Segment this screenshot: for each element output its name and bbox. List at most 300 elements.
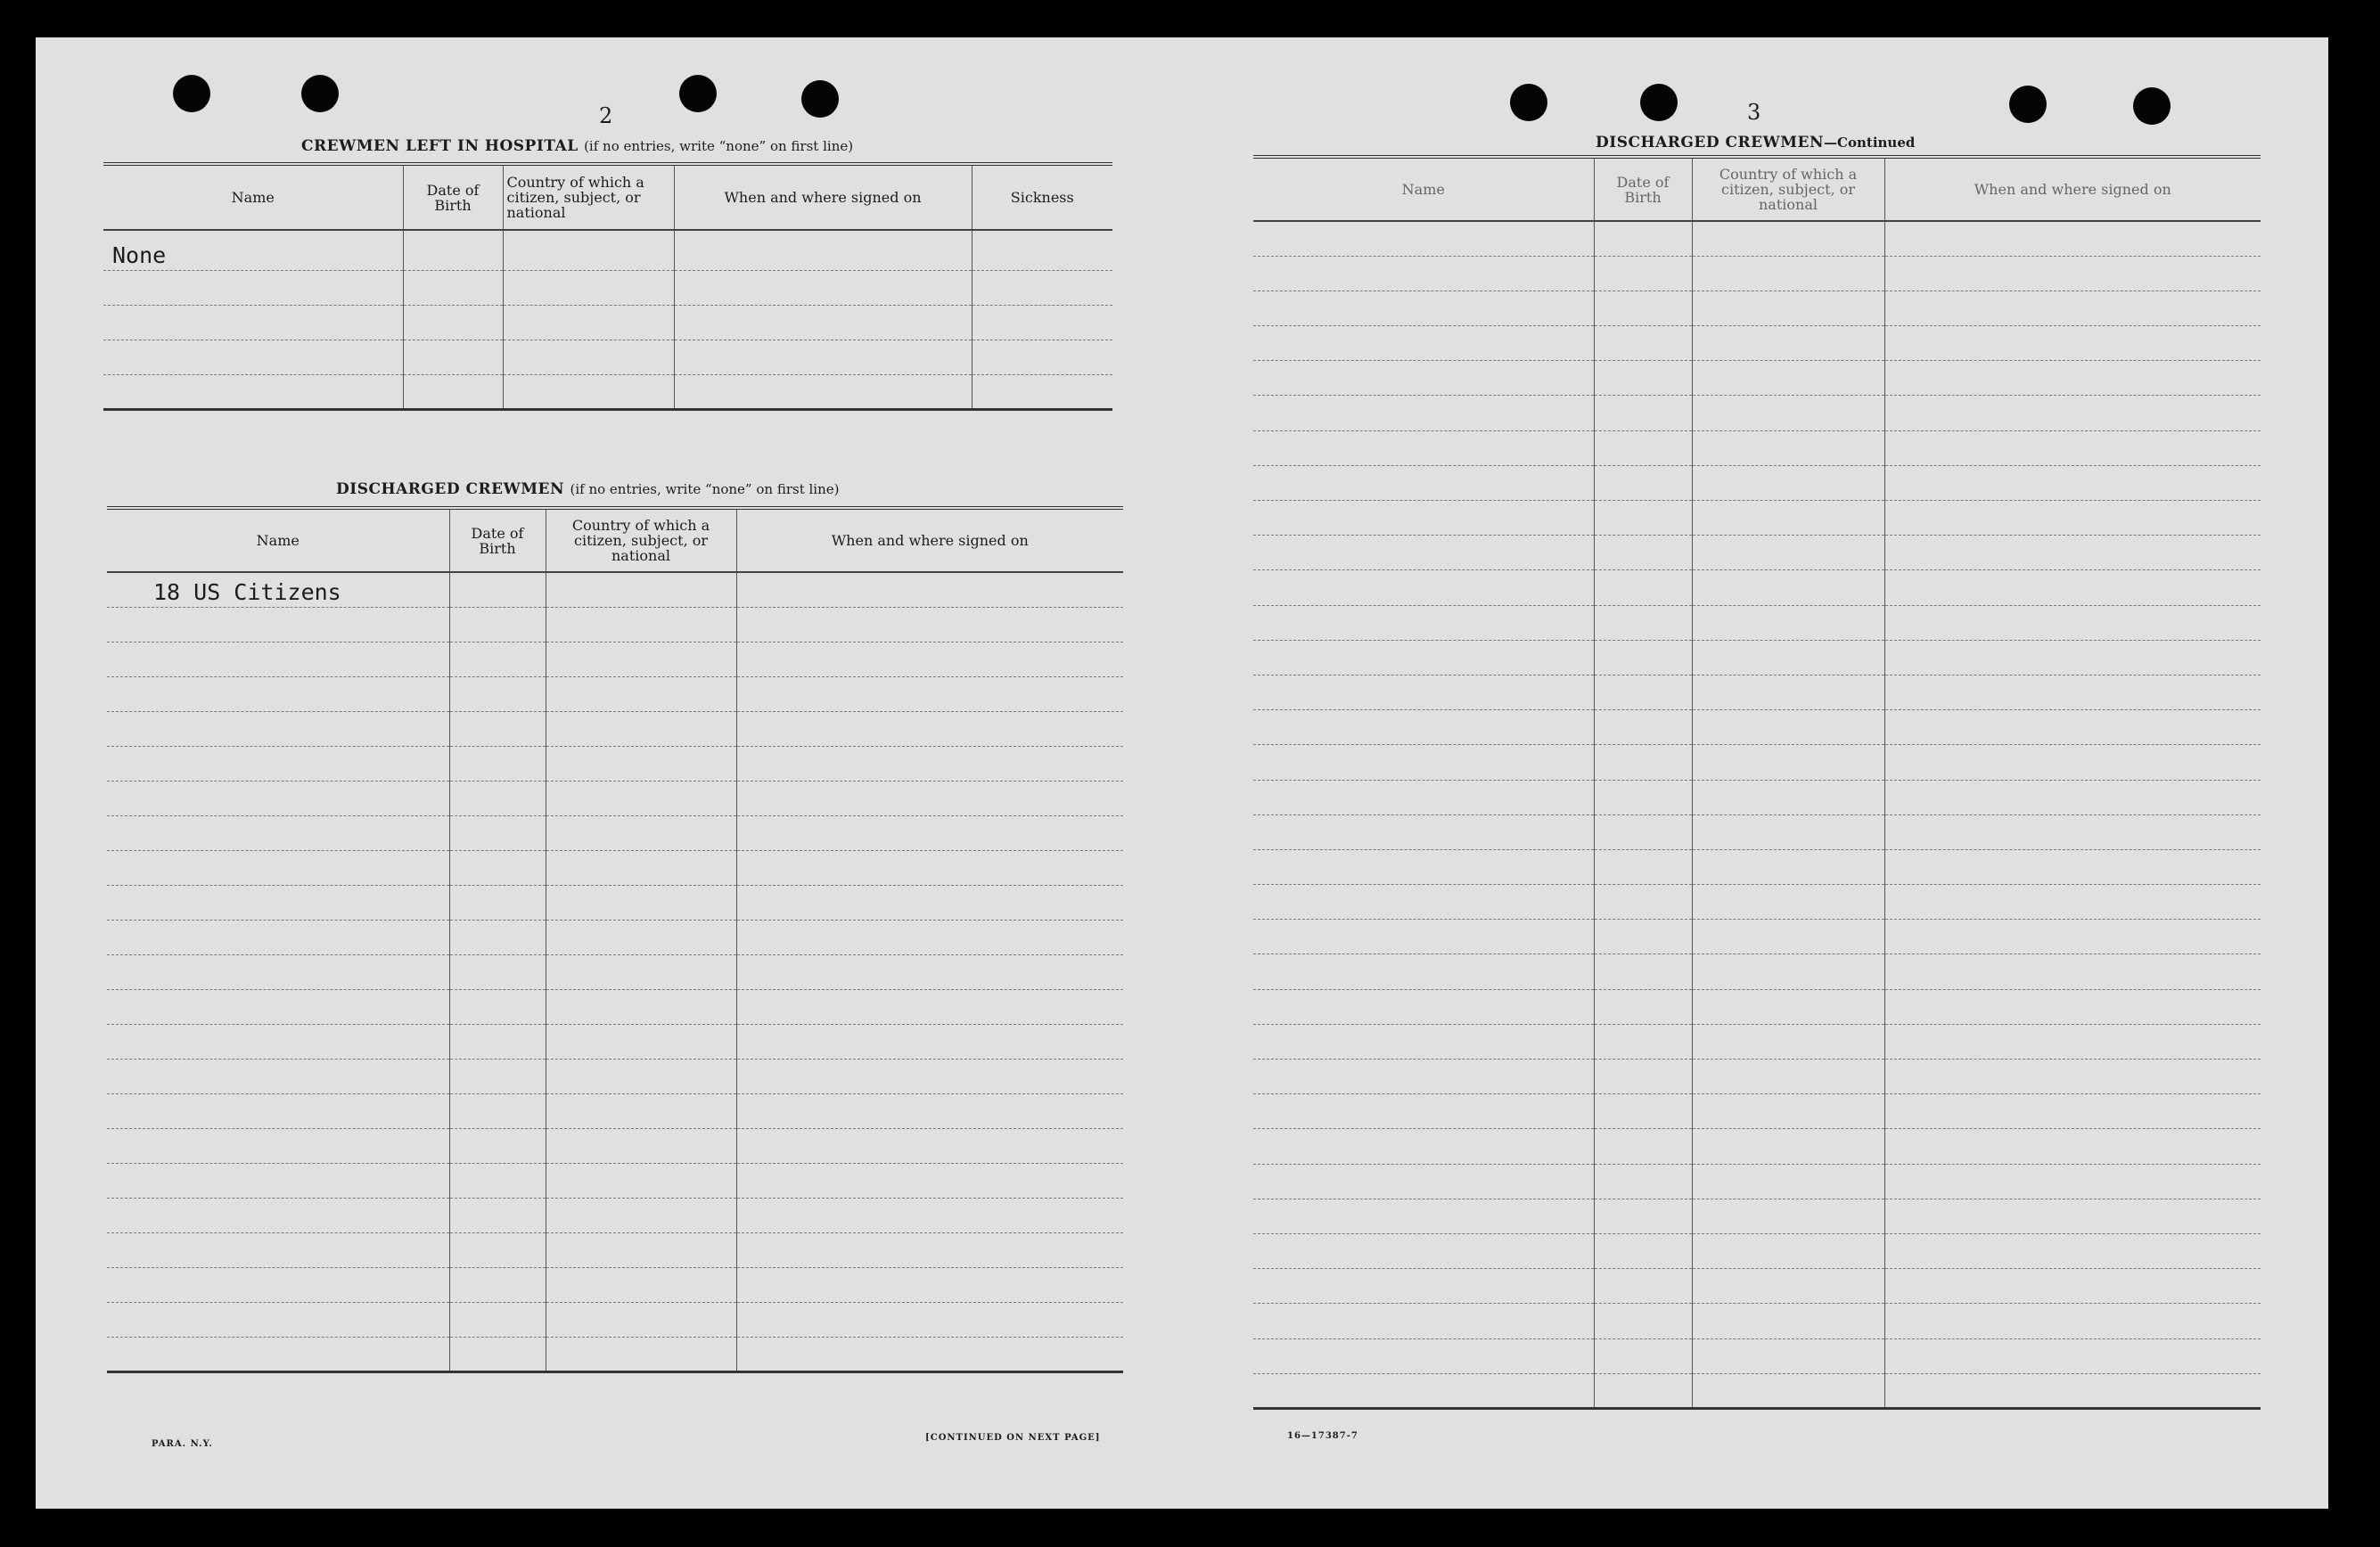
table-row — [1253, 396, 2261, 430]
table-cell — [674, 305, 972, 340]
table-cell — [736, 850, 1123, 885]
table-row — [1253, 989, 2261, 1024]
table-cell — [1594, 536, 1692, 570]
punch-hole — [2009, 86, 2047, 123]
table-cell — [449, 1267, 546, 1302]
table-cell — [546, 607, 736, 642]
table-cell — [736, 1163, 1123, 1198]
table-cell — [674, 340, 972, 374]
table-cell — [1253, 570, 1594, 605]
table-cell — [1884, 1094, 2261, 1129]
table-row — [107, 607, 1123, 642]
table-cell — [1692, 256, 1884, 291]
table-cell — [1884, 430, 2261, 465]
table-cell — [1594, 675, 1692, 709]
table-cell — [403, 230, 503, 270]
table-cell — [546, 1024, 736, 1059]
table-cell — [736, 954, 1123, 989]
table-cell — [1884, 1129, 2261, 1164]
table-cell — [107, 781, 449, 815]
table-cell — [449, 676, 546, 711]
table-cell — [736, 1059, 1123, 1093]
table-cell — [1253, 920, 1594, 954]
table-cell — [1253, 675, 1594, 709]
punch-hole — [301, 75, 339, 112]
table-cell — [449, 746, 546, 781]
table-cell — [1253, 745, 1594, 780]
table-row — [107, 1128, 1123, 1163]
table-cell — [1692, 989, 1884, 1024]
table-cell — [1884, 885, 2261, 920]
table-cell — [1884, 361, 2261, 396]
table-cell — [546, 1302, 736, 1337]
table-cell — [736, 1198, 1123, 1232]
table-cell — [503, 230, 674, 270]
table-row — [1253, 1338, 2261, 1373]
column-header-name: Name — [1253, 157, 1594, 221]
table-cell — [546, 1093, 736, 1128]
table-cell — [1594, 1094, 1692, 1129]
table-cell — [736, 1302, 1123, 1337]
table-cell — [1692, 1060, 1884, 1094]
hospital-title-note: (if no entries, write “none” on first line) — [584, 138, 854, 154]
table-row — [103, 270, 1112, 305]
table-cell — [546, 815, 736, 850]
table-row — [1253, 465, 2261, 500]
table-cell — [107, 746, 449, 781]
table-cell — [1884, 1269, 2261, 1304]
table-cell — [736, 781, 1123, 815]
table-cell — [449, 1024, 546, 1059]
table-cell — [972, 230, 1112, 270]
page-number-left: 2 — [599, 103, 613, 128]
footer-printer-mark: PARA. N.Y. — [152, 1439, 213, 1449]
table-cell — [449, 954, 546, 989]
table-cell — [736, 1267, 1123, 1302]
table-cell — [1594, 640, 1692, 675]
table-row — [107, 572, 1123, 607]
table-cell — [1692, 536, 1884, 570]
table-cell — [449, 1128, 546, 1163]
table-row — [103, 305, 1112, 340]
table-cell — [1594, 1373, 1692, 1408]
table-cell — [736, 815, 1123, 850]
table-row — [1253, 570, 2261, 605]
table-cell — [1692, 1129, 1884, 1164]
table-cell — [1692, 675, 1884, 709]
table-cell — [1253, 1269, 1594, 1304]
table-cell — [674, 230, 972, 270]
table-cell — [1253, 1199, 1594, 1233]
table-cell — [546, 1059, 736, 1093]
table-cell — [107, 711, 449, 746]
table-row — [103, 340, 1112, 374]
continued-title-suffix: —Continued — [1824, 135, 1916, 151]
table-cell — [1253, 501, 1594, 536]
discharged-section-title — [336, 480, 839, 498]
table-row — [1253, 1129, 2261, 1164]
table-row — [1253, 501, 2261, 536]
table-cell — [1692, 885, 1884, 920]
table-row — [107, 1302, 1123, 1337]
table-cell — [107, 1302, 449, 1337]
table-cell — [107, 642, 449, 676]
table-cell — [1884, 326, 2261, 361]
table-cell — [736, 572, 1123, 607]
table-cell — [1253, 221, 1594, 256]
table-row — [107, 989, 1123, 1024]
hospital-table-body — [103, 230, 1112, 409]
table-cell — [1692, 1024, 1884, 1059]
table-cell — [1594, 1338, 1692, 1373]
table-cell — [1594, 920, 1692, 954]
table-cell — [736, 1232, 1123, 1267]
table-cell — [1884, 745, 2261, 780]
table-row — [107, 1337, 1123, 1371]
table-cell — [403, 374, 503, 409]
table-cell — [107, 1267, 449, 1302]
table-row — [107, 642, 1123, 676]
table-cell — [1253, 1338, 1594, 1373]
table-cell — [1692, 849, 1884, 884]
table-cell — [449, 1198, 546, 1232]
table-cell — [1253, 780, 1594, 814]
table-cell — [1253, 326, 1594, 361]
table-cell — [1594, 326, 1692, 361]
table-header-row — [107, 508, 1123, 572]
table-row — [1253, 605, 2261, 640]
table-row — [107, 850, 1123, 885]
table-cell — [1594, 1233, 1692, 1268]
table-cell — [449, 711, 546, 746]
table-row — [1253, 710, 2261, 745]
table-cell — [546, 1267, 736, 1302]
table-cell — [107, 607, 449, 642]
table-cell — [1692, 1373, 1884, 1408]
continued-table-body — [1253, 221, 2261, 1408]
table-cell — [736, 746, 1123, 781]
table-cell — [1692, 1094, 1884, 1129]
table-cell — [1253, 954, 1594, 989]
punch-hole — [173, 75, 210, 112]
table-cell — [107, 1024, 449, 1059]
table-row — [103, 230, 1112, 270]
table-cell — [1253, 640, 1594, 675]
table-cell — [107, 1059, 449, 1093]
table-cell — [1253, 1129, 1594, 1164]
table-cell — [103, 305, 403, 340]
discharged-table — [107, 506, 1123, 1373]
table-cell — [1884, 605, 2261, 640]
continued-section-title — [1596, 134, 1915, 151]
table-cell — [1594, 396, 1692, 430]
table-cell — [1253, 710, 1594, 745]
table-row — [1253, 1094, 2261, 1129]
table-cell — [546, 989, 736, 1024]
table-cell — [546, 572, 736, 607]
hospital-section-title — [301, 137, 853, 155]
table-cell — [1692, 710, 1884, 745]
table-cell — [1884, 536, 2261, 570]
table-cell — [449, 781, 546, 815]
table-cell — [1253, 989, 1594, 1024]
table-cell — [1884, 570, 2261, 605]
table-cell — [736, 1337, 1123, 1371]
table-row — [1253, 920, 2261, 954]
table-cell — [1692, 920, 1884, 954]
table-row — [1253, 780, 2261, 814]
table-cell — [1253, 849, 1594, 884]
table-cell — [1692, 221, 1884, 256]
table-row — [1253, 1269, 2261, 1304]
table-cell — [546, 1163, 736, 1198]
table-cell — [736, 885, 1123, 920]
table-row — [107, 1267, 1123, 1302]
table-cell — [972, 305, 1112, 340]
table-cell — [1594, 710, 1692, 745]
column-header-date-of-birth: Date of Birth — [1594, 157, 1692, 221]
punch-hole — [801, 80, 839, 118]
table-cell — [1594, 780, 1692, 814]
table-cell — [103, 374, 403, 409]
table-row — [1253, 1164, 2261, 1199]
column-header-country: Country of which a citizen, subject, or national — [503, 164, 674, 230]
table-cell — [1253, 1373, 1594, 1408]
table-cell — [1692, 291, 1884, 325]
table-row — [107, 1163, 1123, 1198]
table-cell — [403, 305, 503, 340]
hospital-title-main: CREWMEN LEFT IN HOSPITAL — [301, 137, 579, 155]
punch-hole — [1640, 84, 1678, 121]
table-cell — [1594, 1199, 1692, 1233]
table-cell — [107, 1093, 449, 1128]
table-cell — [449, 1337, 546, 1371]
discharged-title-note: (if no entries, write “none” on first line) — [570, 481, 840, 497]
table-cell — [1253, 814, 1594, 849]
column-header-country: Country of which a citizen, subject, or national — [546, 508, 736, 572]
table-cell — [1692, 465, 1884, 500]
table-cell — [1253, 430, 1594, 465]
table-cell — [1253, 1060, 1594, 1094]
table-cell — [1253, 1233, 1594, 1268]
table-cell — [1253, 256, 1594, 291]
table-cell — [1692, 605, 1884, 640]
table-cell — [546, 781, 736, 815]
table-cell — [1692, 954, 1884, 989]
table-row — [107, 920, 1123, 954]
table-cell — [1884, 640, 2261, 675]
table-cell — [1594, 1164, 1692, 1199]
table-row — [1253, 849, 2261, 884]
table-row — [107, 746, 1123, 781]
column-header-date-of-birth: Date of Birth — [403, 164, 503, 230]
table-cell — [1884, 1060, 2261, 1094]
table-row — [1253, 814, 2261, 849]
table-cell — [1253, 1024, 1594, 1059]
table-row — [1253, 1233, 2261, 1268]
table-cell — [1884, 1304, 2261, 1338]
table-header-row — [103, 164, 1112, 230]
table-cell — [1884, 1164, 2261, 1199]
document-sheet — [36, 37, 2328, 1509]
table-cell — [736, 607, 1123, 642]
table-cell — [449, 989, 546, 1024]
table-cell — [1884, 1199, 2261, 1233]
table-row — [1253, 536, 2261, 570]
table-cell — [1884, 675, 2261, 709]
table-cell — [403, 340, 503, 374]
table-cell — [546, 746, 736, 781]
table-row — [1253, 1304, 2261, 1338]
table-row — [1253, 1199, 2261, 1233]
table-cell — [107, 1198, 449, 1232]
table-cell — [1692, 1164, 1884, 1199]
table-cell — [449, 607, 546, 642]
table-cell — [503, 270, 674, 305]
table-cell — [1594, 291, 1692, 325]
table-cell — [972, 340, 1112, 374]
discharged-continued-table — [1253, 155, 2261, 1410]
table-cell — [449, 1163, 546, 1198]
table-cell — [1594, 361, 1692, 396]
table-row — [1253, 745, 2261, 780]
table-cell — [1253, 361, 1594, 396]
table-cell — [107, 1128, 449, 1163]
table-cell — [1692, 430, 1884, 465]
table-row — [107, 676, 1123, 711]
table-cell — [546, 711, 736, 746]
column-header-name: Name — [103, 164, 403, 230]
table-row — [107, 1093, 1123, 1128]
table-cell — [107, 850, 449, 885]
table-cell — [546, 1128, 736, 1163]
table-cell — [1884, 396, 2261, 430]
table-cell — [1594, 465, 1692, 500]
table-cell — [1692, 501, 1884, 536]
table-cell — [546, 920, 736, 954]
table-cell — [449, 642, 546, 676]
table-cell — [1884, 1373, 2261, 1408]
table-cell — [1594, 605, 1692, 640]
table-cell — [107, 920, 449, 954]
table-cell — [736, 676, 1123, 711]
column-header-signed-on: When and where signed on — [674, 164, 972, 230]
table-cell — [1884, 291, 2261, 325]
table-row — [1253, 1373, 2261, 1408]
table-row — [103, 374, 1112, 409]
table-cell — [1253, 885, 1594, 920]
table-cell — [546, 954, 736, 989]
table-cell — [1692, 1269, 1884, 1304]
table-cell — [1253, 291, 1594, 325]
table-cell — [107, 1163, 449, 1198]
column-header-signed-on: When and where signed on — [1884, 157, 2261, 221]
table-cell — [736, 1128, 1123, 1163]
table-cell — [1594, 849, 1692, 884]
column-header-signed-on: When and where signed on — [736, 508, 1123, 572]
table-cell — [449, 1093, 546, 1128]
table-cell — [1253, 1304, 1594, 1338]
table-cell — [736, 1024, 1123, 1059]
table-cell — [107, 1337, 449, 1371]
table-cell — [1884, 920, 2261, 954]
table-cell — [1594, 745, 1692, 780]
table-cell — [449, 1302, 546, 1337]
table-cell — [1594, 1129, 1692, 1164]
table-cell — [503, 305, 674, 340]
table-cell — [972, 270, 1112, 305]
table-cell — [736, 989, 1123, 1024]
table-row — [1253, 326, 2261, 361]
table-row — [1253, 361, 2261, 396]
table-row — [1253, 1060, 2261, 1094]
footer-form-code: 16—17387-7 — [1287, 1431, 1358, 1441]
table-cell — [1692, 326, 1884, 361]
table-cell — [449, 1232, 546, 1267]
table-cell — [546, 1232, 736, 1267]
table-cell — [449, 572, 546, 607]
table-cell — [449, 850, 546, 885]
table-cell — [107, 954, 449, 989]
continued-title-main: DISCHARGED CREWMEN — [1596, 134, 1825, 151]
table-cell — [103, 270, 403, 305]
table-cell — [546, 676, 736, 711]
table-cell — [1253, 1094, 1594, 1129]
table-cell — [1692, 396, 1884, 430]
table-cell — [1253, 396, 1594, 430]
table-row — [107, 711, 1123, 746]
table-row — [1253, 1024, 2261, 1059]
table-cell — [674, 270, 972, 305]
column-header-date-of-birth: Date of Birth — [449, 508, 546, 572]
table-cell — [1884, 501, 2261, 536]
table-row — [1253, 221, 2261, 256]
table-cell — [736, 711, 1123, 746]
table-cell — [546, 1337, 736, 1371]
table-cell — [1594, 1024, 1692, 1059]
table-cell — [107, 885, 449, 920]
discharged-title-main: DISCHARGED CREWMEN — [336, 480, 565, 498]
table-cell — [1692, 1304, 1884, 1338]
table-cell — [1594, 1060, 1692, 1094]
table-cell — [1692, 1199, 1884, 1233]
table-cell — [107, 676, 449, 711]
table-row — [107, 954, 1123, 989]
column-header-name: Name — [107, 508, 449, 572]
table-cell — [103, 340, 403, 374]
punch-hole — [679, 75, 717, 112]
table-cell — [736, 920, 1123, 954]
table-cell — [1692, 361, 1884, 396]
table-header-row — [1253, 157, 2261, 221]
table-cell — [1884, 1233, 2261, 1268]
table-cell — [1253, 536, 1594, 570]
table-row — [107, 781, 1123, 815]
table-cell — [1594, 501, 1692, 536]
table-cell — [503, 340, 674, 374]
table-cell — [546, 642, 736, 676]
table-cell — [1594, 1269, 1692, 1304]
table-cell — [1594, 989, 1692, 1024]
table-cell — [449, 815, 546, 850]
table-cell — [449, 1059, 546, 1093]
table-row — [1253, 430, 2261, 465]
table-cell — [736, 1093, 1123, 1128]
table-cell — [1884, 780, 2261, 814]
table-cell — [503, 374, 674, 409]
table-cell — [1692, 640, 1884, 675]
table-cell — [1253, 465, 1594, 500]
